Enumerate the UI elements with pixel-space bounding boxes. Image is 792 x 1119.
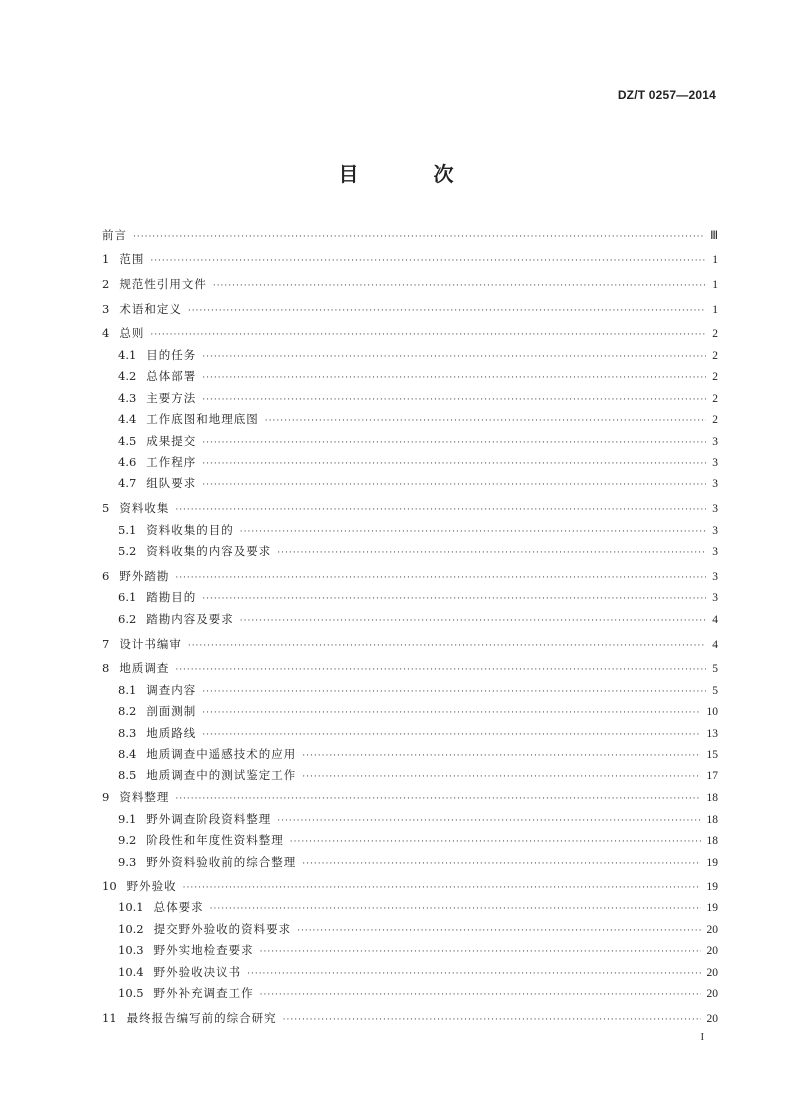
toc-entry-number: 4.5 <box>118 434 137 448</box>
toc-entry-page: 10 <box>706 706 718 718</box>
toc-entry[interactable] <box>118 588 718 606</box>
dot-leader <box>202 369 706 387</box>
toc-entry-number: 10 <box>102 879 117 893</box>
toc-entry-label: 资料收集的目的 <box>146 523 234 537</box>
dot-leader <box>210 900 701 918</box>
toc-entry-label: 阶段性和年度性资料整理 <box>146 833 284 847</box>
toc-entry-page: 2 <box>712 350 718 362</box>
dot-leader <box>150 326 706 344</box>
toc-entry-label: 地质调查 <box>119 661 170 675</box>
toc-entry-label: 野外验收决议书 <box>153 965 242 979</box>
toc-entry-label: 野外补充调查工作 <box>153 986 254 1000</box>
toc-entry[interactable] <box>118 432 718 450</box>
toc-entry[interactable] <box>118 898 718 916</box>
toc-entry-number: 8 <box>102 661 110 675</box>
dot-leader <box>183 879 701 897</box>
dot-leader <box>302 768 700 786</box>
toc-entry[interactable] <box>102 250 718 268</box>
toc-entry-number: 4.1 <box>118 348 137 362</box>
toc-entry-page: 3 <box>712 525 718 537</box>
toc-entry-page: 18 <box>706 814 718 826</box>
toc-entry-page: 1 <box>712 304 718 316</box>
toc-entry-page: 17 <box>706 770 718 782</box>
toc-entry-label: 术语和定义 <box>119 302 182 316</box>
toc-entry[interactable] <box>118 610 718 628</box>
toc-entry-label: 前言 <box>102 228 127 242</box>
toc-entry-number: 8.3 <box>118 726 137 740</box>
toc-entry-page: 18 <box>706 835 718 847</box>
toc-entry-label: 总体要求 <box>153 900 204 914</box>
toc-entry-number: 4.6 <box>118 455 137 469</box>
toc-entry-label: 踏勘内容及要求 <box>146 612 234 626</box>
dot-leader <box>150 252 706 270</box>
dot-leader <box>202 590 706 608</box>
toc-entry-label: 工作底图和地理底图 <box>146 412 259 426</box>
toc-entry[interactable] <box>118 410 718 428</box>
toc-entry-number: 7 <box>102 637 110 651</box>
toc-entry[interactable] <box>118 745 718 763</box>
toc-entry-label: 地质调查中的测试鉴定工作 <box>146 768 297 782</box>
toc-entry[interactable] <box>102 877 718 895</box>
toc-entry[interactable] <box>118 853 718 871</box>
toc-entry-page: 3 <box>712 571 718 583</box>
toc-entry-page: 20 <box>706 945 718 957</box>
dot-leader <box>302 855 700 873</box>
toc-entry-number: 10.5 <box>118 986 144 1000</box>
toc-entry-page: 3 <box>712 592 718 604</box>
dot-leader <box>202 476 706 494</box>
toc-entry-page: 19 <box>706 881 718 893</box>
toc-entry-number: 10.3 <box>118 943 144 957</box>
toc-entry[interactable] <box>118 831 718 849</box>
toc-entry-number: 8.2 <box>118 704 137 718</box>
toc-entry-label: 野外调查阶段资料整理 <box>146 812 272 826</box>
toc-entry[interactable] <box>118 941 718 959</box>
dot-leader <box>260 986 701 1004</box>
toc-entry[interactable] <box>118 920 718 938</box>
toc-entry[interactable] <box>102 499 718 517</box>
toc-entry-number: 3 <box>102 302 110 316</box>
dot-leader <box>202 434 706 452</box>
toc-entry-page: 4 <box>712 639 718 651</box>
dot-leader <box>297 922 700 940</box>
toc-entry[interactable] <box>118 474 718 492</box>
dot-leader <box>202 391 706 409</box>
toc-entry-label: 地质调查中遥感技术的应用 <box>146 747 297 761</box>
toc-entry[interactable] <box>118 984 718 1002</box>
toc-entry-page: 20 <box>706 1013 718 1025</box>
toc-entry-label: 野外验收 <box>126 879 177 893</box>
dot-leader <box>240 523 706 541</box>
dot-leader <box>202 348 706 366</box>
toc-entry-label: 范围 <box>119 252 145 266</box>
toc-entry[interactable] <box>118 389 718 407</box>
dot-leader <box>265 412 706 430</box>
toc-entry[interactable] <box>102 226 718 244</box>
toc-entry-number: 4.7 <box>118 476 137 490</box>
toc-entry-page: 20 <box>706 988 718 1000</box>
toc-entry-page: 1 <box>712 279 718 291</box>
toc-entry-page: 4 <box>712 614 718 626</box>
toc-entry-number: 8.4 <box>118 747 137 761</box>
toc-entry-number: 5 <box>102 501 110 515</box>
toc-entry-number: 4 <box>102 326 110 340</box>
toc-entry-label: 工作程序 <box>146 455 197 469</box>
toc-entry-label: 总体部署 <box>146 369 197 383</box>
toc-entry-page: 20 <box>706 967 718 979</box>
dot-leader <box>133 228 704 246</box>
toc-entry-label: 主要方法 <box>146 391 197 405</box>
toc-entry-number: 5.1 <box>118 523 137 537</box>
toc-entry[interactable] <box>118 681 718 699</box>
toc-entry[interactable] <box>118 766 718 784</box>
toc-entry-label: 组队要求 <box>146 476 197 490</box>
toc-entry[interactable] <box>102 635 718 653</box>
toc-entry-page: 19 <box>706 857 718 869</box>
toc-entry-number: 5.2 <box>118 544 137 558</box>
toc-entry-number: 6.1 <box>118 590 137 604</box>
toc-entry-label: 成果提交 <box>146 434 197 448</box>
toc-entry[interactable] <box>102 1009 718 1027</box>
dot-leader <box>260 943 701 961</box>
toc-entry-page: 13 <box>706 728 718 740</box>
toc-entry-page: 3 <box>712 436 718 448</box>
toc-entry[interactable] <box>118 453 718 471</box>
dot-leader <box>188 637 706 655</box>
toc-entry-number: 9.1 <box>118 812 137 826</box>
toc-entry-label: 提交野外验收的资料要求 <box>153 922 292 936</box>
toc-entry-number: 4.2 <box>118 369 137 383</box>
toc-entry-number: 1 <box>102 252 110 266</box>
standard-code: DZ/T 0257—2014 <box>617 88 716 102</box>
toc-entry-label: 剖面测制 <box>146 704 197 718</box>
toc-entry-label: 规范性引用文件 <box>119 277 207 291</box>
toc-entry-page: 19 <box>706 902 718 914</box>
toc-entry-number: 2 <box>102 277 110 291</box>
toc-entry-page: 3 <box>712 478 718 490</box>
toc-entry[interactable] <box>118 702 718 720</box>
dot-leader <box>175 790 700 808</box>
toc-entry-label: 调查内容 <box>146 683 197 697</box>
toc-entry-label: 野外踏勘 <box>119 569 170 583</box>
toc-entry-page: 15 <box>706 749 718 761</box>
toc-entry-label: 资料整理 <box>119 790 170 804</box>
toc-entry-page: 5 <box>712 685 718 697</box>
toc-entry[interactable] <box>102 300 718 318</box>
toc-entry-label: 目的任务 <box>146 348 197 362</box>
toc-entry-page: 1 <box>712 254 718 266</box>
toc-entry-number: 9 <box>102 790 110 804</box>
toc-entry[interactable] <box>118 521 718 539</box>
toc-entry-number: 10.1 <box>118 900 144 914</box>
dot-leader <box>247 965 700 983</box>
toc-entry-number: 8.1 <box>118 683 137 697</box>
toc-entry-page: 2 <box>712 414 718 426</box>
toc-entry[interactable] <box>102 275 718 293</box>
toc-entry-label: 资料收集的内容及要求 <box>146 544 272 558</box>
toc-entry-number: 10.2 <box>118 922 144 936</box>
toc-entry[interactable] <box>102 788 718 806</box>
toc-entry-page: 5 <box>712 663 718 675</box>
page-number: I <box>700 1032 704 1043</box>
toc-entry-number: 10.4 <box>118 965 144 979</box>
toc-entry[interactable] <box>118 963 718 981</box>
toc-entry-number: 4.3 <box>118 391 137 405</box>
toc-entry[interactable] <box>102 659 718 677</box>
toc-entry[interactable] <box>118 367 718 385</box>
dot-leader <box>277 544 706 562</box>
toc-entry-page: Ⅲ <box>710 230 718 242</box>
toc-entry-page: 3 <box>712 546 718 558</box>
toc-entry-page: 3 <box>712 457 718 469</box>
dot-leader <box>188 302 706 320</box>
dot-leader <box>283 1011 701 1029</box>
toc-entry-label: 踏勘目的 <box>146 590 197 604</box>
page-title: 目 次 <box>338 162 488 186</box>
dot-leader <box>202 683 706 701</box>
toc-entry-label: 野外实地检查要求 <box>153 943 254 957</box>
toc-entry[interactable] <box>118 810 718 828</box>
toc-entry[interactable] <box>118 346 718 364</box>
dot-leader <box>202 455 706 473</box>
dot-leader <box>202 704 700 722</box>
toc-entry-page: 2 <box>712 371 718 383</box>
dot-leader <box>240 612 706 630</box>
toc-entry-number: 6.2 <box>118 612 137 626</box>
dot-leader <box>175 569 706 587</box>
toc-entry-number: 6 <box>102 569 110 583</box>
toc-entry-number: 9.2 <box>118 833 137 847</box>
dot-leader <box>302 747 700 765</box>
toc-entry-number: 4.4 <box>118 412 137 426</box>
toc-entry-number: 11 <box>102 1011 117 1025</box>
toc-entry[interactable] <box>102 324 718 342</box>
toc-entry-label: 总则 <box>119 326 145 340</box>
toc-entry-page: 2 <box>712 393 718 405</box>
toc-entry-label: 设计书编审 <box>119 637 182 651</box>
toc-entry-number: 9.3 <box>118 855 137 869</box>
dot-leader <box>175 501 706 519</box>
toc-entry-number: 8.5 <box>118 768 137 782</box>
toc-entry-label: 地质路线 <box>146 726 197 740</box>
toc-entry-page: 2 <box>712 328 718 340</box>
toc-entry[interactable] <box>102 567 718 585</box>
toc-entry[interactable] <box>118 542 718 560</box>
dot-leader <box>175 661 706 679</box>
dot-leader <box>213 277 706 295</box>
toc-entry-label: 野外资料验收前的综合整理 <box>146 855 297 869</box>
dot-leader <box>277 812 700 830</box>
toc-entry-label: 资料收集 <box>119 501 170 515</box>
toc-entry-page: 3 <box>712 503 718 515</box>
toc-entry-page: 18 <box>706 792 718 804</box>
toc-entry[interactable] <box>118 724 718 742</box>
toc-entry-label: 最终报告编写前的综合研究 <box>126 1011 277 1025</box>
dot-leader <box>202 726 700 744</box>
toc-entry-page: 20 <box>706 924 718 936</box>
dot-leader <box>290 833 701 851</box>
